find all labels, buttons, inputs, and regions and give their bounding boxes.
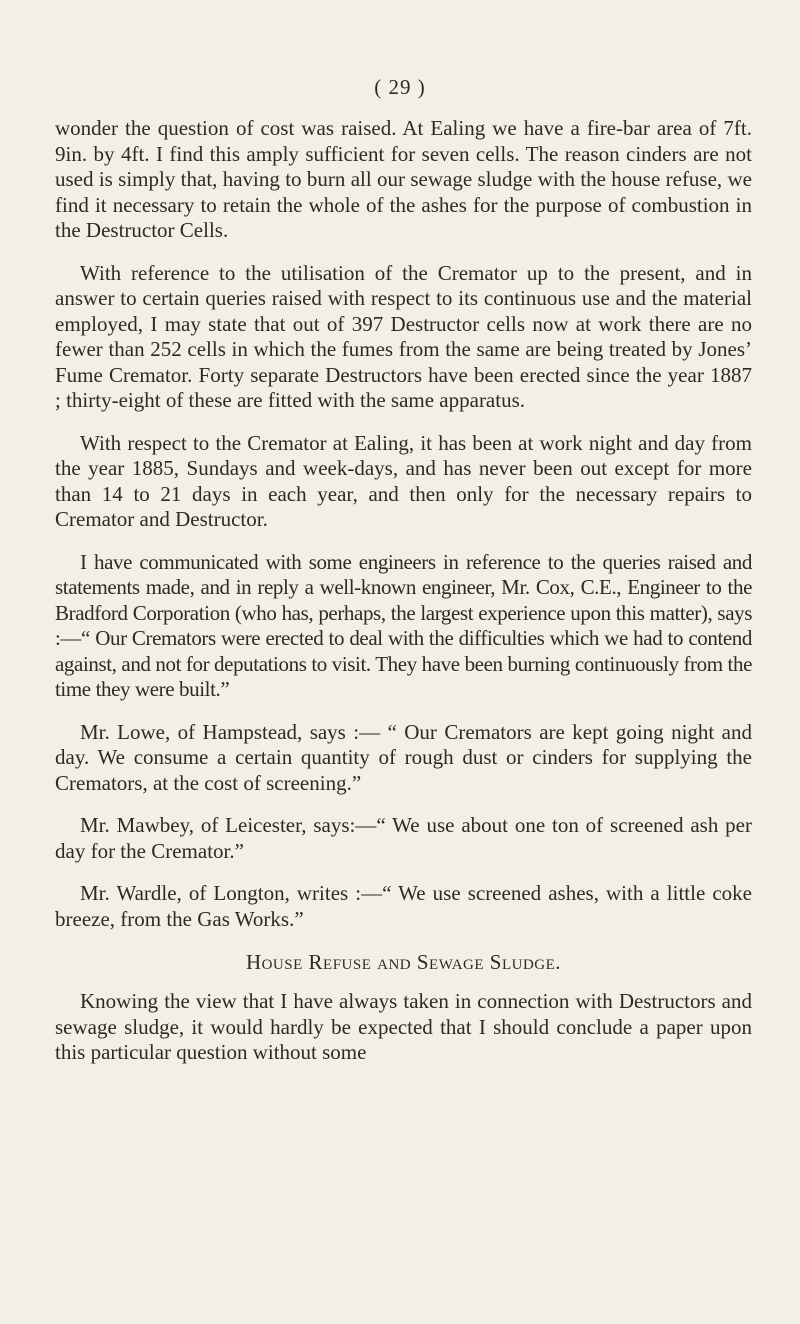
paragraph-ealing-fire-bar: wonder the question of cost was raised. At Ealing we have a fire-bar area of 7ft. 9in. by 4ft. I find this amply sufficient for seven cells. The reason cinders are not used is simply that, having to burn all our sewage sludge with the house refuse, we find it necessary to retain the whole of the ashes for the purpose of combustion in the Destructor Cells. [55, 116, 752, 242]
page-number: ( 29 ) [374, 75, 426, 99]
paragraph-ealing-cremator: With respect to the Cremator at Ealing, it has been at work night and day from the year 1885, Sundays and week-days, and has never been out except for more than 14 to 21 days in each year, and then only for the necessary repairs to Cremator and Destructor. [55, 430, 752, 531]
paragraph-lowe-quote: Mr. Lowe, of Hampstead, says :— “ Our Cremators are kept going night and day. We consume a certain quantity of rough dust or cinders for supplying the Cremators, at the cost of screening.” [55, 719, 752, 795]
paragraph-mawbey-quote: Mr. Mawbey, of Leicester, says:—“ We use about one ton of screened ash per day for the Cremator.” [55, 813, 752, 863]
paragraph-cremator-utilisation: With reference to the utilisation of the Cremator up to the present, and in answer to certain queries raised with respect to its continuous use and the material employed, I may state that out of 397 Destructor cells now at work there are no fewer than 252 cells in which the fumes from the same are being treated by Jones’ Fume Cremator. Forty separate Destructors have been erected since the year 1887 ; thirty-eight of these are fitted with the same apparatus. [55, 260, 752, 412]
paragraph-wardle-quote: Mr. Wardle, of Longton, writes :—“ We use screened ashes, with a little coke breeze, from the Gas Works.” [55, 881, 752, 931]
body-text [55, 116, 752, 1083]
section-heading: House Refuse and Sewage Sludge. [245, 950, 562, 974]
paragraph-sewage-sludge: Knowing the view that I have always taken in connection with Destructors and sewage sludge, it would hardly be expected that I should conclude a paper upon this particular question without some [55, 989, 752, 1064]
paragraph-engineers-communication: I have communicated with some engineers in reference to the queries raised and statements made, and in reply a well-known engineer, Mr. Cox, C.E., Engineer to the Bradford Corporation (who has, perhaps, the largest experience upon this matter), says :—“ Our Cremators were erected to deal with the difficulties which we had to contend against, and not for deputations to visit. They have been burning continuously from the time they were built.” [55, 549, 752, 701]
